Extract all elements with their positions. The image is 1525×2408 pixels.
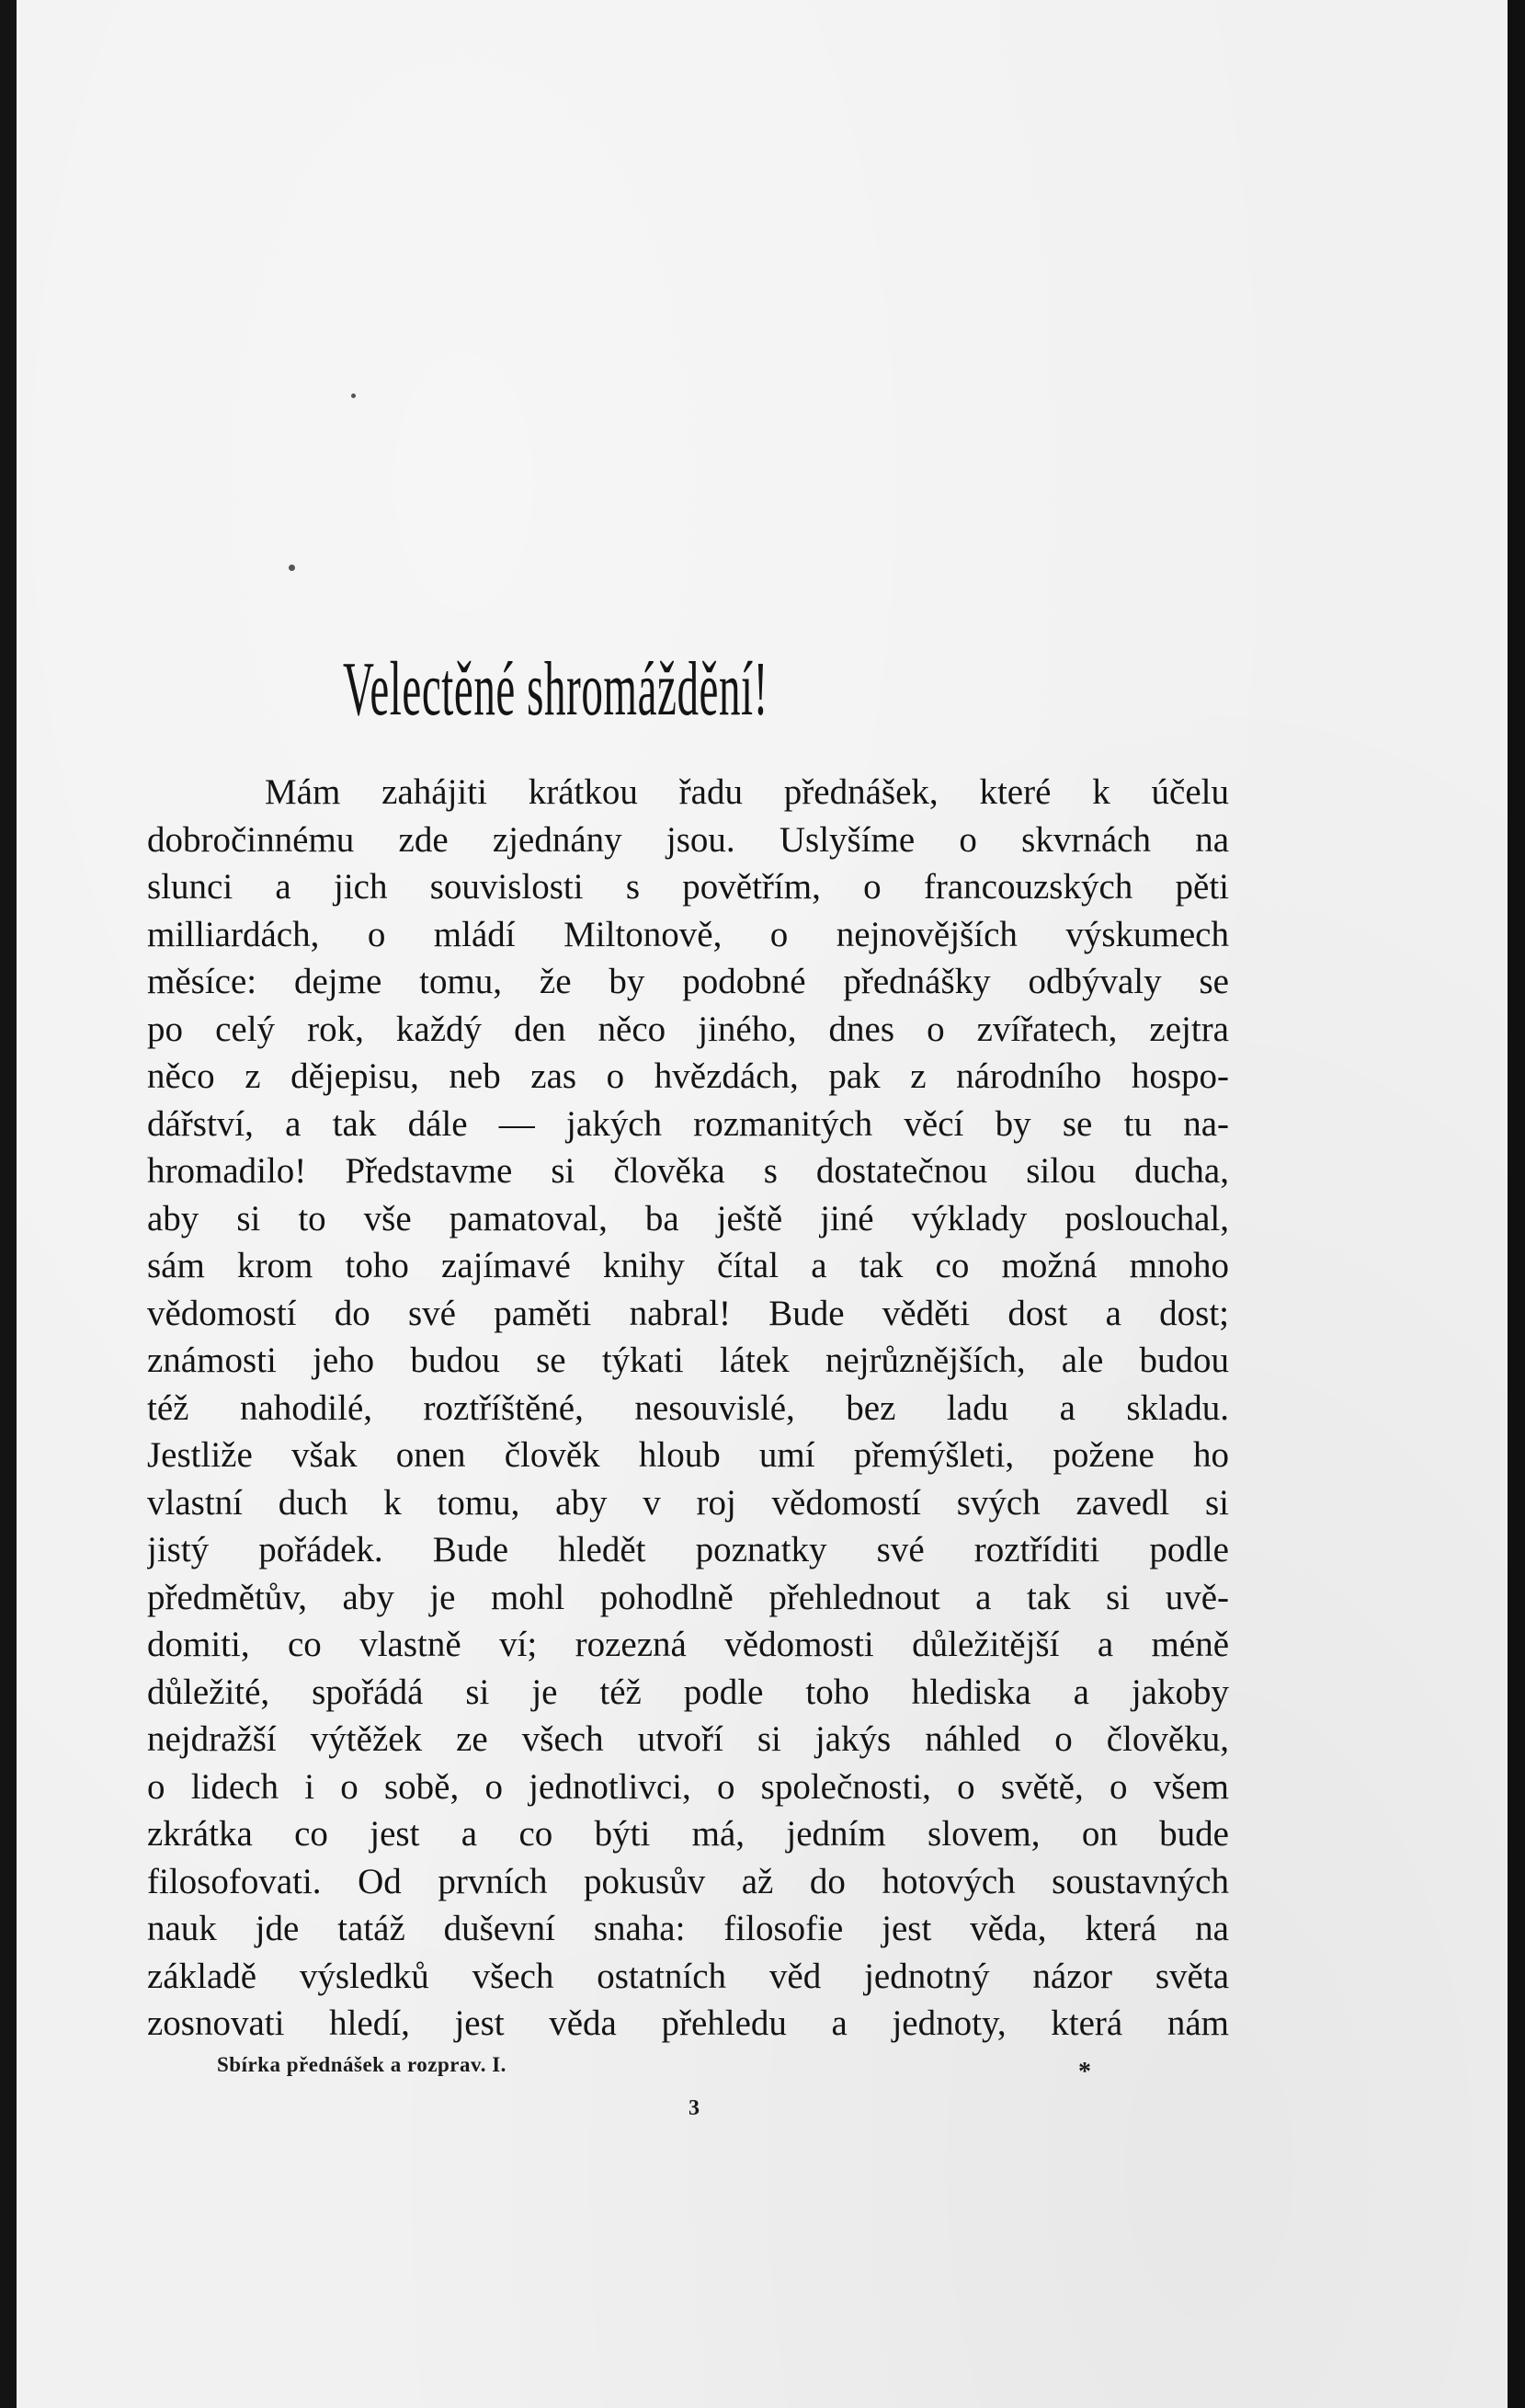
page-heading: Velectěné shromáždění!	[343, 646, 768, 732]
text-line: Jestliže však onen člověk hloub umí přemýšleti, požene ho	[147, 1435, 1229, 1475]
text-line: aby si to vše pamatoval, ba ještě jiné výklady poslouchal,	[147, 1198, 1229, 1238]
text-line: filosofovati. Od prvních pokusův až do hotových soustavných	[147, 1861, 1229, 1901]
text-line: domiti, co vlastně ví; rozezná vědomosti důležitější a méně	[147, 1625, 1229, 1664]
text-line: vlastní duch k tomu, aby v roj vědomostí svých zavedl si	[147, 1482, 1229, 1523]
paper-speck	[351, 394, 356, 398]
scan-border-left	[0, 0, 17, 2408]
page-number: 3	[689, 2096, 700, 2120]
paper-speck	[289, 565, 295, 571]
text-line: vědomostí do své paměti nabral! Bude věděti dost a dost;	[147, 1293, 1229, 1333]
text-line: zosnovati hledí, jest věda přehledu a jednoty, která nám	[147, 2003, 1229, 2043]
text-line: předmětův, aby je mohl pohodlně přehlednout a tak si uvě-	[147, 1577, 1229, 1617]
text-line: zkrátka co jest a co býti má, jedním slovem, on bude	[147, 1814, 1229, 1854]
text-line: o lidech i o sobě, o jednotlivci, o společnosti, o světě, o všem	[147, 1766, 1229, 1807]
text-line: základě výsledků všech ostatních věd jednotný názor světa	[147, 1956, 1229, 1996]
book-page	[17, 0, 1508, 2408]
signature-mark: *	[1078, 2058, 1091, 2086]
text-line: Mám zahájiti krátkou řadu přednášek, které k účelu	[265, 772, 1229, 812]
series-footer: Sbírka přednášek a rozprav. I.	[217, 2053, 506, 2076]
text-line: nauk jde tatáž duševní snaha: filosofie jest věda, která na	[147, 1909, 1229, 1948]
text-line: měsíce: dejme tomu, že by podobné přednášky odbývaly se	[147, 962, 1229, 1001]
text-line: známosti jeho budou se týkati látek nejrůznějších, ale budou	[147, 1341, 1229, 1380]
body-paragraph	[147, 769, 1229, 2048]
text-line: něco z dějepisu, neb zas o hvězdách, pak z národního hospo-	[147, 1056, 1229, 1096]
text-line: nejdražší výtěžek ze všech utvoří si jakýs náhled o člověku,	[147, 1719, 1229, 1759]
text-line: dobročinnému zde zjednány jsou. Uslyšíme o skvrnách na	[147, 819, 1229, 860]
text-line: též nahodilé, roztříštěné, nesouvislé, bez ladu a skladu.	[147, 1387, 1229, 1428]
text-line: jistý pořádek. Bude hledět poznatky své roztříditi podle	[147, 1530, 1229, 1569]
text-line: milliardách, o mládí Miltonově, o nejnovějších výskumech	[147, 914, 1229, 954]
text-line: důležité, spořádá si je též podle toho hlediska a jakoby	[147, 1672, 1229, 1712]
text-line: po celý rok, každý den něco jiného, dnes o zvířatech, zejtra	[147, 1009, 1229, 1049]
text-line: dářství, a tak dále — jakých rozmanitých věcí by se tu na-	[147, 1103, 1229, 1144]
text-line: sám krom toho zajímavé knihy čítal a tak co možná mnoho	[147, 1246, 1229, 1285]
scan-border-right	[1508, 0, 1525, 2408]
text-line: slunci a jich souvislosti s povětřím, o francouzských pěti	[147, 867, 1229, 907]
text-line: hromadilo! Představme si člověka s dostatečnou silou ducha,	[147, 1151, 1229, 1191]
